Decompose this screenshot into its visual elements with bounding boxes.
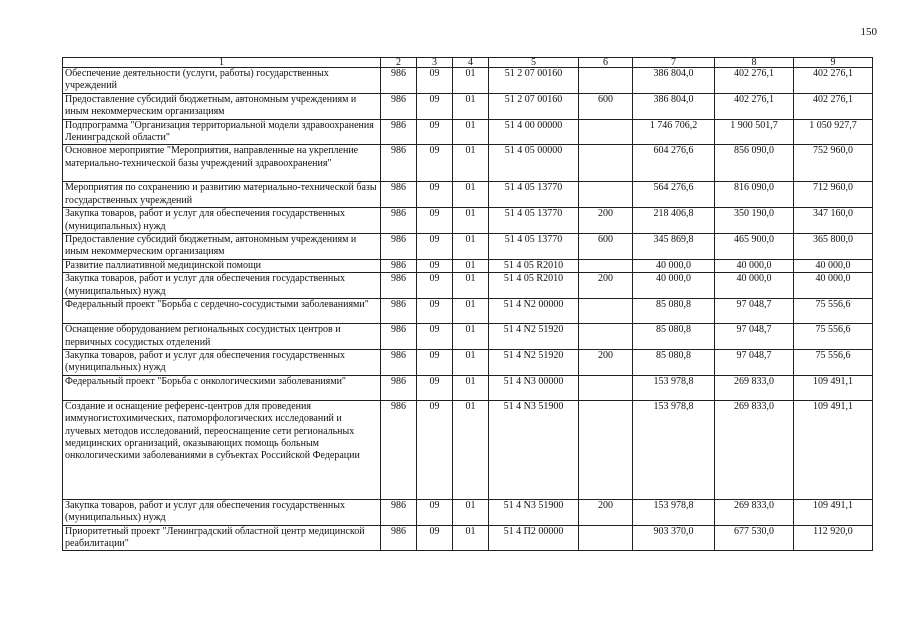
section-code: 09 bbox=[417, 182, 453, 208]
section-code: 09 bbox=[417, 259, 453, 272]
table-row bbox=[63, 145, 873, 182]
admin-code: 986 bbox=[381, 499, 417, 525]
expense-type: 200 bbox=[579, 273, 633, 299]
section-code: 09 bbox=[417, 93, 453, 119]
amount-col-7: 386 804,0 bbox=[633, 93, 715, 119]
row-name: Закупка товаров, работ и услуг для обеспечения государственных (муниципальных) нужд bbox=[63, 499, 381, 525]
table-row bbox=[63, 375, 873, 400]
row-name: Закупка товаров, работ и услуг для обеспечения государственных (муниципальных) нужд bbox=[63, 273, 381, 299]
subsection-code: 01 bbox=[453, 525, 489, 551]
amount-col-7: 386 804,0 bbox=[633, 68, 715, 94]
table-row bbox=[63, 400, 873, 499]
section-code: 09 bbox=[417, 375, 453, 400]
expense-type bbox=[579, 145, 633, 182]
admin-code: 986 bbox=[381, 299, 417, 324]
amount-col-8: 269 833,0 bbox=[715, 499, 794, 525]
amount-col-8: 856 090,0 bbox=[715, 145, 794, 182]
subsection-code: 01 bbox=[453, 145, 489, 182]
target-article: 51 2 07 00160 bbox=[489, 93, 579, 119]
admin-code: 986 bbox=[381, 400, 417, 499]
admin-code: 986 bbox=[381, 208, 417, 234]
expense-type bbox=[579, 182, 633, 208]
row-name: Оснащение оборудованием региональных сосудистых центров и первичных сосудистых отделений bbox=[63, 324, 381, 350]
budget-table bbox=[62, 57, 873, 551]
page-number: 150 bbox=[860, 26, 877, 38]
subsection-code: 01 bbox=[453, 499, 489, 525]
table-row bbox=[63, 324, 873, 350]
amount-col-9: 112 920,0 bbox=[794, 525, 873, 551]
subsection-code: 01 bbox=[453, 259, 489, 272]
amount-col-9: 1 050 927,7 bbox=[794, 119, 873, 145]
subsection-code: 01 bbox=[453, 234, 489, 260]
amount-col-8: 350 190,0 bbox=[715, 208, 794, 234]
expense-type bbox=[579, 68, 633, 94]
row-name: Закупка товаров, работ и услуг для обеспечения государственных (муниципальных) нужд bbox=[63, 349, 381, 375]
table-body bbox=[63, 68, 873, 551]
table-row bbox=[63, 299, 873, 324]
target-article: 51 4 05 13770 bbox=[489, 208, 579, 234]
amount-col-7: 1 746 706,2 bbox=[633, 119, 715, 145]
amount-col-8: 269 833,0 bbox=[715, 375, 794, 400]
target-article: 51 4 N3 00000 bbox=[489, 375, 579, 400]
amount-col-7: 218 406,8 bbox=[633, 208, 715, 234]
expense-type bbox=[579, 324, 633, 350]
admin-code: 986 bbox=[381, 525, 417, 551]
table-row bbox=[63, 93, 873, 119]
row-name: Приоритетный проект "Ленинградский областной центр медицинской реабилитации" bbox=[63, 525, 381, 551]
admin-code: 986 bbox=[381, 93, 417, 119]
section-code: 09 bbox=[417, 68, 453, 94]
column-header: 6 bbox=[579, 58, 633, 68]
subsection-code: 01 bbox=[453, 182, 489, 208]
amount-col-8: 465 900,0 bbox=[715, 234, 794, 260]
amount-col-9: 347 160,0 bbox=[794, 208, 873, 234]
expense-type bbox=[579, 119, 633, 145]
amount-col-7: 85 080,8 bbox=[633, 349, 715, 375]
section-code: 09 bbox=[417, 299, 453, 324]
row-name: Подпрограмма "Организация территориальной модели здравоохранения Ленинградской области" bbox=[63, 119, 381, 145]
table-row bbox=[63, 208, 873, 234]
section-code: 09 bbox=[417, 273, 453, 299]
subsection-code: 01 bbox=[453, 208, 489, 234]
admin-code: 986 bbox=[381, 349, 417, 375]
amount-col-8: 97 048,7 bbox=[715, 324, 794, 350]
amount-col-9: 40 000,0 bbox=[794, 273, 873, 299]
section-code: 09 bbox=[417, 525, 453, 551]
amount-col-7: 85 080,8 bbox=[633, 299, 715, 324]
amount-col-9: 75 556,6 bbox=[794, 349, 873, 375]
column-header: 8 bbox=[715, 58, 794, 68]
subsection-code: 01 bbox=[453, 400, 489, 499]
amount-col-8: 40 000,0 bbox=[715, 259, 794, 272]
table-row bbox=[63, 234, 873, 260]
target-article: 51 4 N3 51900 bbox=[489, 400, 579, 499]
row-name: Мероприятия по сохранению и развитию материально-технической базы государственных учреждений bbox=[63, 182, 381, 208]
amount-col-9: 109 491,1 bbox=[794, 499, 873, 525]
column-header: 4 bbox=[453, 58, 489, 68]
amount-col-9: 402 276,1 bbox=[794, 93, 873, 119]
amount-col-7: 153 978,8 bbox=[633, 499, 715, 525]
table-row bbox=[63, 259, 873, 272]
amount-col-9: 365 800,0 bbox=[794, 234, 873, 260]
table-row bbox=[63, 119, 873, 145]
expense-type bbox=[579, 400, 633, 499]
admin-code: 986 bbox=[381, 259, 417, 272]
section-code: 09 bbox=[417, 324, 453, 350]
target-article: 51 4 05 00000 bbox=[489, 145, 579, 182]
section-code: 09 bbox=[417, 234, 453, 260]
amount-col-7: 564 276,6 bbox=[633, 182, 715, 208]
expense-type bbox=[579, 525, 633, 551]
admin-code: 986 bbox=[381, 273, 417, 299]
subsection-code: 01 bbox=[453, 299, 489, 324]
expense-type: 200 bbox=[579, 349, 633, 375]
row-name: Развитие паллиативной медицинской помощи bbox=[63, 259, 381, 272]
table-row bbox=[63, 349, 873, 375]
target-article: 51 4 N2 51920 bbox=[489, 349, 579, 375]
target-article: 51 4 00 00000 bbox=[489, 119, 579, 145]
target-article: 51 4 05 13770 bbox=[489, 182, 579, 208]
target-article: 51 4 05 R2010 bbox=[489, 273, 579, 299]
column-header: 5 bbox=[489, 58, 579, 68]
admin-code: 986 bbox=[381, 182, 417, 208]
subsection-code: 01 bbox=[453, 93, 489, 119]
section-code: 09 bbox=[417, 349, 453, 375]
column-header: 7 bbox=[633, 58, 715, 68]
target-article: 51 4 П2 00000 bbox=[489, 525, 579, 551]
section-code: 09 bbox=[417, 145, 453, 182]
amount-col-9: 109 491,1 bbox=[794, 400, 873, 499]
amount-col-8: 97 048,7 bbox=[715, 299, 794, 324]
row-name: Обеспечение деятельности (услуги, работы) государственных учреждений bbox=[63, 68, 381, 94]
admin-code: 986 bbox=[381, 234, 417, 260]
amount-col-8: 269 833,0 bbox=[715, 400, 794, 499]
admin-code: 986 bbox=[381, 119, 417, 145]
target-article: 51 4 05 13770 bbox=[489, 234, 579, 260]
amount-col-9: 75 556,6 bbox=[794, 324, 873, 350]
column-header: 3 bbox=[417, 58, 453, 68]
table-row bbox=[63, 273, 873, 299]
row-name: Предоставление субсидий бюджетным, автономным учреждениям и иным некоммерческим организациям bbox=[63, 234, 381, 260]
amount-col-7: 345 869,8 bbox=[633, 234, 715, 260]
expense-type: 600 bbox=[579, 234, 633, 260]
row-name: Закупка товаров, работ и услуг для обеспечения государственных (муниципальных) нужд bbox=[63, 208, 381, 234]
amount-col-7: 153 978,8 bbox=[633, 375, 715, 400]
amount-col-9: 109 491,1 bbox=[794, 375, 873, 400]
amount-col-7: 604 276,6 bbox=[633, 145, 715, 182]
table-row bbox=[63, 182, 873, 208]
admin-code: 986 bbox=[381, 375, 417, 400]
row-name: Федеральный проект "Борьба с сердечно-сосудистыми заболеваниями" bbox=[63, 299, 381, 324]
amount-col-7: 903 370,0 bbox=[633, 525, 715, 551]
subsection-code: 01 bbox=[453, 375, 489, 400]
expense-type: 200 bbox=[579, 499, 633, 525]
amount-col-7: 153 978,8 bbox=[633, 400, 715, 499]
admin-code: 986 bbox=[381, 145, 417, 182]
admin-code: 986 bbox=[381, 68, 417, 94]
amount-col-8: 97 048,7 bbox=[715, 349, 794, 375]
amount-col-7: 40 000,0 bbox=[633, 273, 715, 299]
row-name: Предоставление субсидий бюджетным, автономным учреждениям и иным некоммерческим организациям bbox=[63, 93, 381, 119]
amount-col-7: 40 000,0 bbox=[633, 259, 715, 272]
amount-col-8: 402 276,1 bbox=[715, 93, 794, 119]
admin-code: 986 bbox=[381, 324, 417, 350]
expense-type bbox=[579, 259, 633, 272]
amount-col-8: 1 900 501,7 bbox=[715, 119, 794, 145]
amount-col-8: 40 000,0 bbox=[715, 273, 794, 299]
amount-col-9: 75 556,6 bbox=[794, 299, 873, 324]
subsection-code: 01 bbox=[453, 324, 489, 350]
expense-type: 200 bbox=[579, 208, 633, 234]
header-row bbox=[63, 58, 873, 68]
row-name: Основное мероприятие "Мероприятия, направленные на укрепление материально-технической базы учреждений здравоохранения" bbox=[63, 145, 381, 182]
row-name: Федеральный проект "Борьба с онкологическими заболеваниями" bbox=[63, 375, 381, 400]
column-header: 2 bbox=[381, 58, 417, 68]
table-row bbox=[63, 499, 873, 525]
row-name: Создание и оснащение референс-центров для проведения иммуногистохимических, патоморфологических исследований и лучевых методов исследований, переоснащение сети региональных медицинских организаций, оказывающих помощь больным онкологическими заболеваниями в субъектах Российской Федерации bbox=[63, 400, 381, 499]
target-article: 51 4 05 R2010 bbox=[489, 259, 579, 272]
expense-type bbox=[579, 299, 633, 324]
amount-col-9: 712 960,0 bbox=[794, 182, 873, 208]
target-article: 51 4 N2 00000 bbox=[489, 299, 579, 324]
table-row bbox=[63, 68, 873, 94]
target-article: 51 4 N2 51920 bbox=[489, 324, 579, 350]
section-code: 09 bbox=[417, 499, 453, 525]
expense-type: 600 bbox=[579, 93, 633, 119]
amount-col-8: 816 090,0 bbox=[715, 182, 794, 208]
amount-col-9: 40 000,0 bbox=[794, 259, 873, 272]
amount-col-8: 402 276,1 bbox=[715, 68, 794, 94]
section-code: 09 bbox=[417, 208, 453, 234]
table-row bbox=[63, 525, 873, 551]
subsection-code: 01 bbox=[453, 119, 489, 145]
amount-col-7: 85 080,8 bbox=[633, 324, 715, 350]
amount-col-9: 402 276,1 bbox=[794, 68, 873, 94]
column-header: 1 bbox=[63, 58, 381, 68]
amount-col-8: 677 530,0 bbox=[715, 525, 794, 551]
expense-type bbox=[579, 375, 633, 400]
column-header: 9 bbox=[794, 58, 873, 68]
target-article: 51 4 N3 51900 bbox=[489, 499, 579, 525]
subsection-code: 01 bbox=[453, 273, 489, 299]
subsection-code: 01 bbox=[453, 68, 489, 94]
amount-col-9: 752 960,0 bbox=[794, 145, 873, 182]
section-code: 09 bbox=[417, 119, 453, 145]
target-article: 51 2 07 00160 bbox=[489, 68, 579, 94]
subsection-code: 01 bbox=[453, 349, 489, 375]
section-code: 09 bbox=[417, 400, 453, 499]
